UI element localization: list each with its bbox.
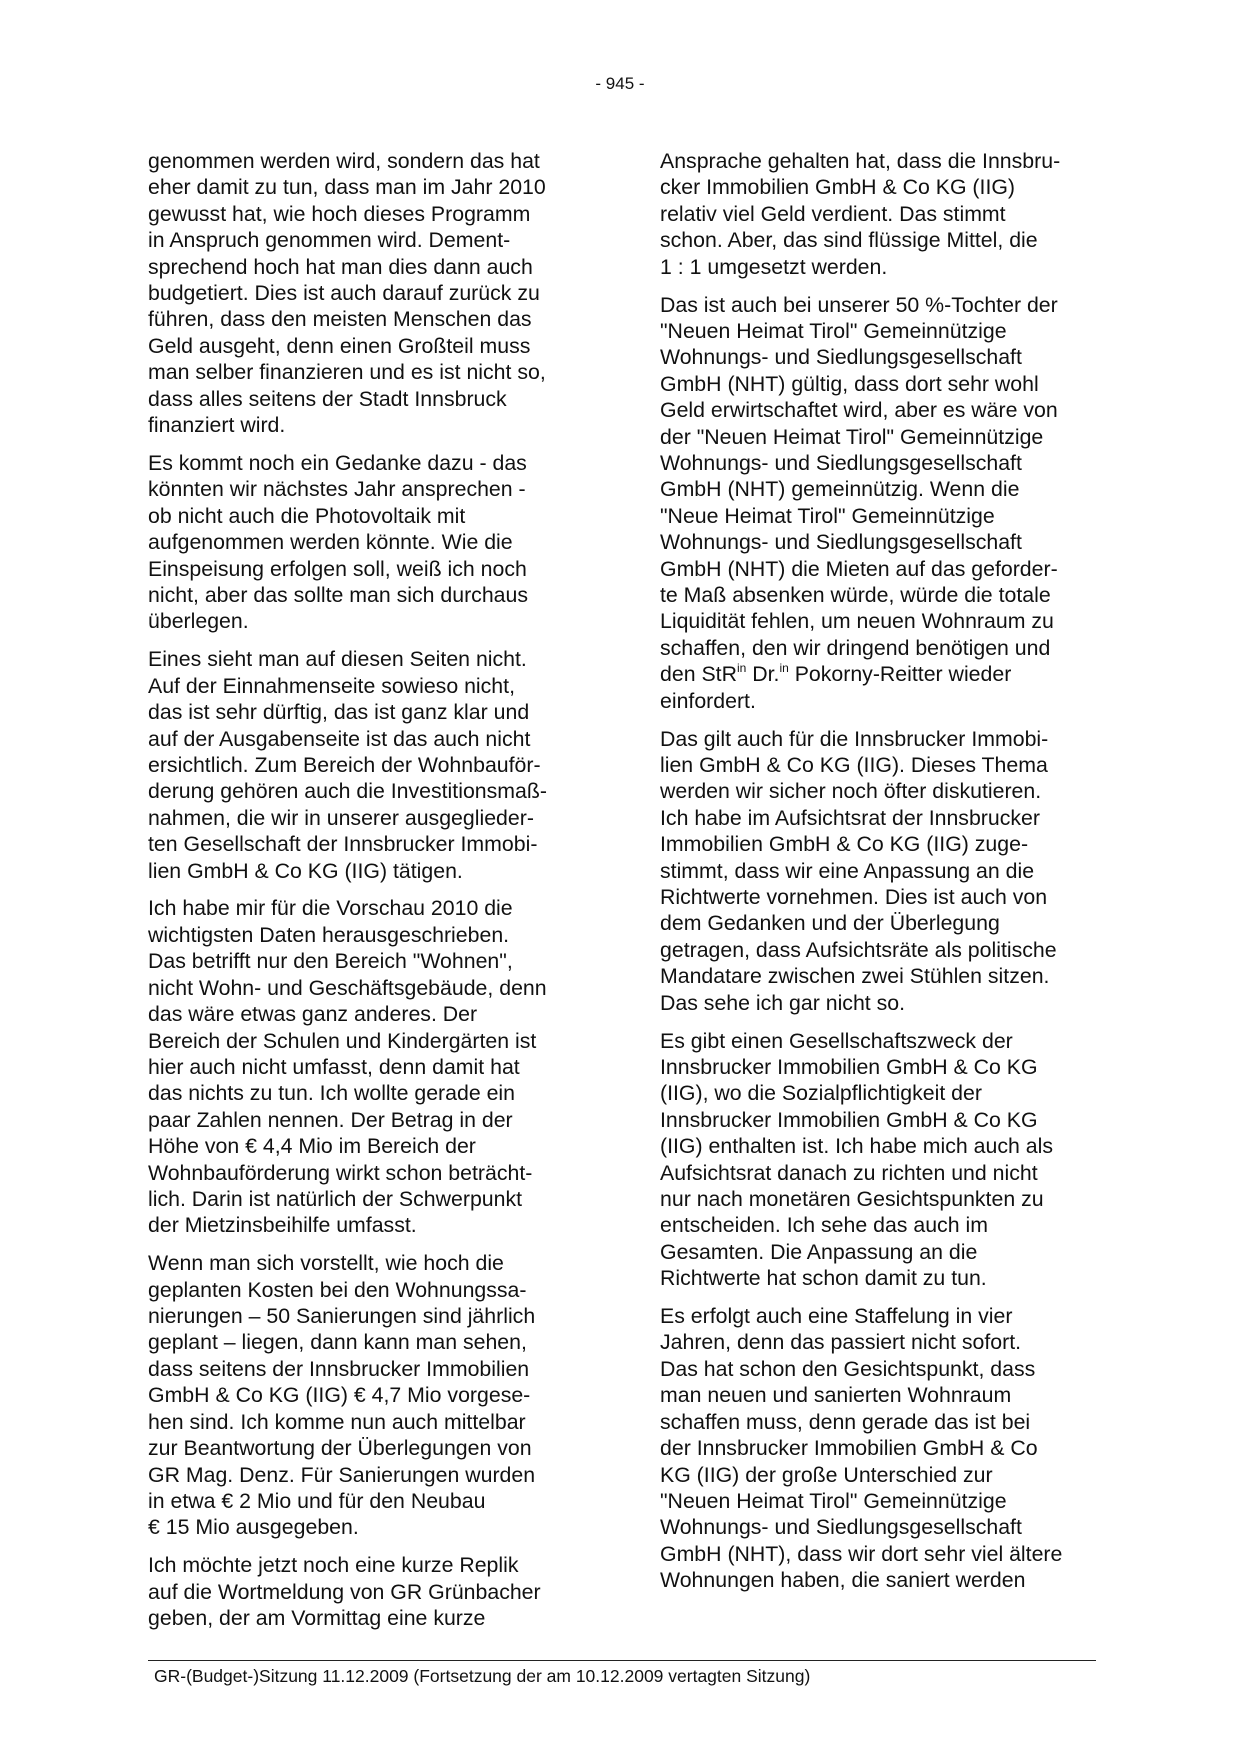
text-line: eher damit zu tun, dass man im Jahr 2010 (148, 175, 546, 200)
text-line: schaffen, den wir dringend benötigen und (660, 635, 1051, 660)
text-line: geben, der am Vormittag eine kurze (148, 1606, 486, 1631)
text-line: dem Gedanken und der Überlegung (660, 911, 1000, 936)
text-line: Wenn man sich vorstellt, wie hoch die (148, 1251, 504, 1276)
text-line: Es gibt einen Gesellschaftszweck der (660, 1028, 1013, 1053)
text-line: Wohnbauförderung wirkt schon beträcht- (148, 1160, 533, 1185)
text-line: finanziert wird. (148, 413, 286, 438)
text-line: das nichts zu tun. Ich wollte gerade ein (148, 1081, 515, 1106)
text-line: (IIG), wo die Sozialpflichtigkeit der (660, 1081, 982, 1106)
text-line: GmbH & Co KG (IIG) € 4,7 Mio vorgese- (148, 1383, 531, 1408)
text-line: GmbH (NHT) die Mieten auf das geforder- (660, 556, 1058, 581)
text-line: budgetiert. Dies ist auch darauf zurück zu (148, 281, 540, 306)
text-line: hier auch nicht umfasst, denn damit hat (148, 1054, 520, 1079)
text-line: "Neuen Heimat Tirol" Gemeinnützige (660, 318, 1007, 343)
text-line: derung gehören auch die Investitionsmaß- (148, 779, 547, 804)
right-column (660, 148, 1112, 1605)
text-line: das wäre etwas ganz anderes. Der (148, 1002, 478, 1027)
paragraph (660, 726, 1112, 1016)
text-line: ten Gesellschaft der Innsbrucker Immobi- (148, 832, 538, 857)
text-line: werden wir sicher noch öfter diskutieren. (660, 779, 1042, 804)
text-line: Das hat schon den Gesichtspunkt, dass (660, 1356, 1036, 1381)
text-line: hen sind. Ich komme nun auch mittelbar (148, 1409, 526, 1434)
text-line: Mandatare zwischen zwei Stühlen sitzen. (660, 964, 1050, 989)
text-line: Höhe von € 4,4 Mio im Bereich der (148, 1134, 476, 1159)
text-line: entscheiden. Ich sehe das auch im (660, 1213, 988, 1238)
text-line: Wohnungs- und Siedlungsgesellschaft (660, 530, 1022, 555)
text-line: paar Zahlen nennen. Der Betrag in der (148, 1107, 513, 1132)
text-line: GR Mag. Denz. Für Sanierungen wurden (148, 1462, 536, 1487)
page-number: - 945 - (595, 74, 645, 93)
footer-session-info: GR-(Budget-)Sitzung 11.12.2009 (Fortsetzung der am 10.12.2009 vertagten Sitzung) (154, 1666, 811, 1686)
text-line: Jahren, denn das passiert nicht sofort. (660, 1330, 1022, 1355)
text-line: dass alles seitens der Stadt Innsbruck (148, 386, 507, 411)
text-line: das ist sehr dürftig, das ist ganz klar und (148, 700, 530, 725)
text-line: Richtwerte vornehmen. Dies ist auch von (660, 884, 1048, 909)
left-column (148, 148, 600, 1643)
text-line: aufgenommen werden könnte. Wie die (148, 530, 513, 555)
text-line: in etwa € 2 Mio und für den Neubau (148, 1488, 486, 1513)
text-line: Es erfolgt auch eine Staffelung in vier (660, 1304, 1013, 1329)
text-line: Gesamten. Die Anpassung an die (660, 1239, 978, 1264)
paragraph (148, 450, 600, 635)
text-line: 1 : 1 umgesetzt werden. (660, 254, 888, 279)
text-line: Es kommt noch ein Gedanke dazu - das (148, 450, 527, 475)
text-line: relativ viel Geld verdient. Das stimmt (660, 201, 1006, 226)
text-line: Richtwerte hat schon damit zu tun. (660, 1266, 987, 1291)
text-line: Das ist auch bei unserer 50 %-Tochter der (660, 292, 1058, 317)
text-line: man selber finanzieren und es ist nicht so, (148, 360, 546, 385)
text-line: Ich habe mir für die Vorschau 2010 die (148, 896, 513, 921)
text-line: Innsbrucker Immobilien GmbH & Co KG (660, 1054, 1038, 1079)
text-line: GmbH (NHT) gemeinnützig. Wenn die (660, 477, 1020, 502)
text-line: einfordert. (660, 688, 756, 713)
text-line: gewusst hat, wie hoch dieses Programm (148, 201, 531, 226)
text-line: nahmen, die wir in unserer ausgeglieder- (148, 805, 534, 830)
text-line: Innsbrucker Immobilien GmbH & Co KG (660, 1107, 1038, 1132)
text-line: Ich habe im Aufsichtsrat der Innsbrucker (660, 805, 1040, 830)
text-line: Ich möchte jetzt noch eine kurze Replik (148, 1553, 519, 1578)
text-line: Immobilien GmbH & Co KG (IIG) zuge- (660, 832, 1029, 857)
text-line: cker Immobilien GmbH & Co KG (IIG) (660, 175, 1016, 200)
text-line (660, 661, 1112, 687)
text-line: "Neue Heimat Tirol" Gemeinnützige (660, 503, 995, 528)
text-line: Geld erwirtschaftet wird, aber es wäre von (660, 398, 1058, 423)
footer-divider (148, 1660, 1096, 1661)
text-fragment: Pokorny-Reitter wieder (788, 662, 1012, 687)
paragraph (660, 1303, 1112, 1593)
text-line: getragen, dass Aufsichtsräte als politische (660, 937, 1057, 962)
paragraph (660, 1028, 1112, 1292)
text-line: (IIG) enthalten ist. Ich habe mich auch als (660, 1134, 1054, 1159)
text-line: Das betrifft nur den Bereich "Wohnen", (148, 949, 513, 974)
text-line: Geld ausgeht, denn einen Großteil muss (148, 333, 531, 358)
text-line: überlegen. (148, 609, 249, 634)
text-line: Einspeisung erfolgen soll, weiß ich noch (148, 556, 527, 581)
text-line: lien GmbH & Co KG (IIG) tätigen. (148, 858, 463, 883)
text-line: te Maß absenken würde, würde die totale (660, 583, 1051, 607)
text-line: könnten wir nächstes Jahr ansprechen - (148, 477, 526, 502)
text-line: dass seitens der Innsbrucker Immobilien (148, 1356, 530, 1381)
superscript: in (736, 661, 747, 676)
text-line: der Mietzinsbeihilfe umfasst. (148, 1213, 417, 1238)
text-line: genommen werden wird, sondern das hat (148, 149, 540, 173)
superscript: in (779, 661, 789, 676)
paragraph (660, 148, 1112, 280)
text-line: Wohnungen haben, die saniert werden (660, 1568, 1026, 1593)
text-line: Wohnungs- und Siedlungsgesellschaft (660, 1515, 1022, 1540)
text-line: Eines sieht man auf diesen Seiten nicht. (148, 647, 527, 672)
text-line: nicht, aber das sollte man sich durchaus (148, 583, 528, 607)
text-line: nicht Wohn- und Geschäftsgebäude, denn (148, 975, 547, 1000)
text-line: der "Neuen Heimat Tirol" Gemeinnützige (660, 424, 1044, 449)
text-line: Das gilt auch für die Innsbrucker Immobi- (660, 726, 1049, 751)
text-line: GmbH (NHT), dass wir dort sehr viel ältere (660, 1541, 1063, 1566)
text-line: Auf der Einnahmenseite sowieso nicht, (148, 673, 515, 698)
text-line: der Innsbrucker Immobilien GmbH & Co (660, 1436, 1038, 1461)
text-line: GmbH (NHT) gültig, dass dort sehr wohl (660, 371, 1039, 396)
text-line: KG (IIG) der große Unterschied zur (660, 1462, 993, 1487)
paragraph (148, 1552, 600, 1631)
text-line: lich. Darin ist natürlich der Schwerpunkt (148, 1186, 523, 1211)
text-line: Aufsichtsrat danach zu richten und nicht (660, 1160, 1038, 1185)
text-line: "Neuen Heimat Tirol" Gemeinnützige (660, 1488, 1007, 1513)
text-line: schon. Aber, das sind flüssige Mittel, die (660, 228, 1038, 253)
text-line: ersichtlich. Zum Bereich der Wohnbauför- (148, 752, 541, 777)
text-line: ob nicht auch die Photovoltaik mit (148, 503, 466, 528)
text-fragment: den StR (660, 662, 737, 687)
text-line: Ansprache gehalten hat, dass die Innsbru- (660, 149, 1061, 173)
text-line: Bereich der Schulen und Kindergärten ist (148, 1028, 537, 1053)
text-line: lien GmbH & Co KG (IIG). Dieses Thema (660, 752, 1048, 777)
text-line: sprechend hoch hat man dies dann auch (148, 254, 533, 279)
text-line: Wohnungs- und Siedlungsgesellschaft (660, 450, 1022, 475)
paragraph (148, 895, 600, 1238)
text-line: führen, dass den meisten Menschen das (148, 307, 532, 332)
paragraph (148, 646, 600, 884)
text-line: Das sehe ich gar nicht so. (660, 990, 906, 1015)
text-line: zur Beantwortung der Überlegungen von (148, 1436, 532, 1461)
text-line: Liquidität fehlen, um neuen Wohnraum zu (660, 609, 1054, 634)
text-line: schaffen muss, denn gerade das ist bei (660, 1409, 1031, 1434)
text-line: in Anspruch genommen wird. Dement- (148, 228, 511, 253)
text-line: nierungen – 50 Sanierungen sind jährlich (148, 1304, 536, 1329)
paragraph (148, 148, 600, 438)
text-line: geplant – liegen, dann kann man sehen, (148, 1330, 527, 1355)
text-line: geplanten Kosten bei den Wohnungssa- (148, 1277, 527, 1302)
text-line: Wohnungs- und Siedlungsgesellschaft (660, 345, 1022, 370)
text-line: € 15 Mio ausgegeben. (148, 1515, 359, 1540)
text-line: auf die Wortmeldung von GR Grünbacher (148, 1579, 541, 1604)
paragraph (148, 1250, 600, 1540)
text-line: stimmt, dass wir eine Anpassung an die (660, 858, 1035, 883)
paragraph (660, 292, 1112, 715)
text-line: nur nach monetären Gesichtspunkten zu (660, 1186, 1044, 1211)
text-fragment: Dr. (746, 662, 780, 687)
text-line: auf der Ausgabenseite ist das auch nicht (148, 726, 531, 751)
text-line: man neuen und sanierten Wohnraum (660, 1383, 1012, 1408)
text-line: wichtigsten Daten herausgeschrieben. (148, 922, 510, 947)
